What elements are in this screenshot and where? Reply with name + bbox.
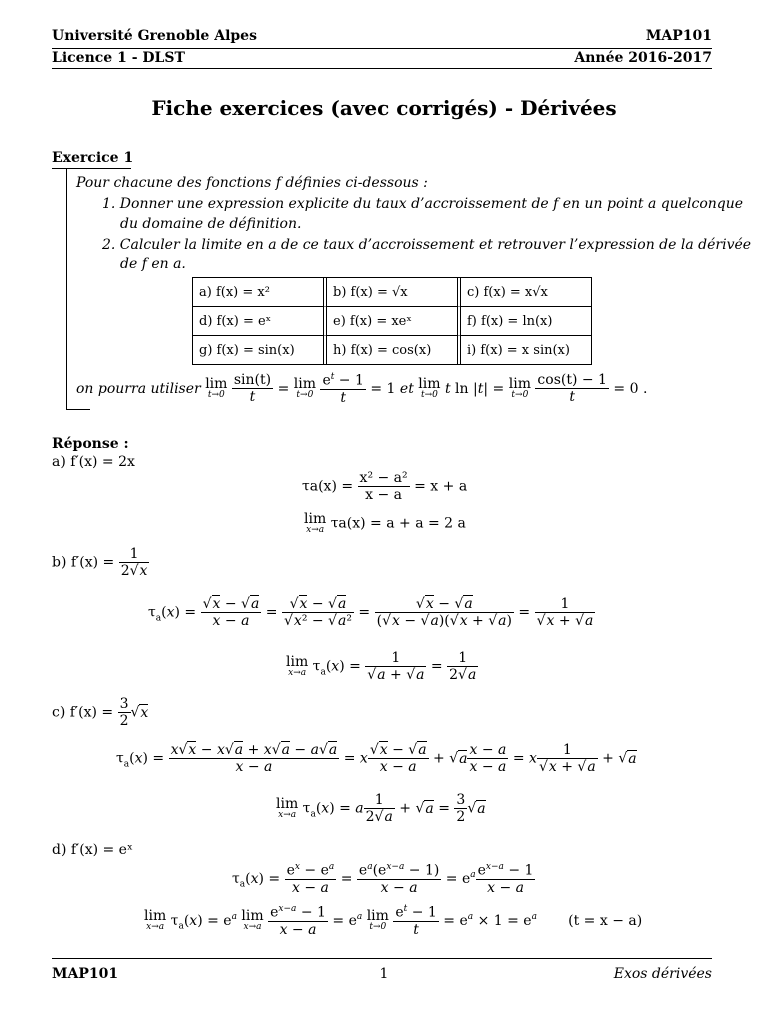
header-row-2 xyxy=(52,50,712,66)
answer-c-limit: lim x→a $\tau_a(x) = a$ $\frac{1}{2√a}$ + √a = $\frac{3}{2}$ √a xyxy=(276,792,486,825)
page-title: Fiche exercices (avec corrigés) - Dérivées xyxy=(151,96,617,120)
footer-topic: Exos dérivées xyxy=(613,966,712,982)
exercise-frame-foot xyxy=(66,409,90,410)
question-1-line-2: du domaine de définition. xyxy=(120,216,302,232)
answer-d-rate: $\tau_a(x)$ = $\frac{e^x - e^a}{x - a}$ = $\frac{e^a(e^{x-a} - 1)}{x - a}$ = $e^a$ $\frac{e^{x-a} - 1}{x - a}$ xyxy=(232,862,534,896)
hint-prefix: on pourra utiliser xyxy=(76,380,201,397)
exercise-underline xyxy=(52,168,131,169)
hint-formula: on pourra utiliser lim t→0 $\frac{\sin(t)}{t}$ = lim t→0 $\frac{e^t - 1}{t}$ = 1 et lim t→0 t ln |t| = lim t→0 $\frac{\cos(t) - 1}{t}$ = 0 . xyxy=(76,372,648,406)
rate-numerator: x² − a² xyxy=(359,470,408,486)
exercise-frame-line xyxy=(66,168,67,410)
header-bottom-rule xyxy=(52,68,712,69)
function-cell: c) f(x) = x√x xyxy=(461,278,591,307)
function-cell: a) f(x) = x² xyxy=(193,278,327,307)
rate-denominator: x − a xyxy=(365,487,403,503)
question-2-line-2: de f en a. xyxy=(120,256,186,272)
header-row-1 xyxy=(52,28,712,44)
footer-course: MAP101 xyxy=(52,966,119,982)
exercise-intro: Pour chacune des fonctions f définies ci-dessous : xyxy=(76,175,428,191)
answer-a-rate xyxy=(302,470,467,503)
page-number: 1 xyxy=(379,966,389,982)
answer-a-label: a) f′(x) = 2x xyxy=(52,454,135,470)
function-cell: b) f(x) = √x xyxy=(327,278,461,307)
program-name: Licence 1 - DLST xyxy=(52,50,185,66)
exercise-title: Exercice 1 xyxy=(52,150,134,166)
university-name: Université Grenoble Alpes xyxy=(52,28,257,44)
answer-b-label: b) f′(x) = $\frac{1}{2√x}$ xyxy=(52,546,148,579)
question-1-line-1: 1. Donner une expression explicite du taux d’accroissement de f en un point a quelconque xyxy=(102,196,744,212)
answer-d-limit: lim x→a $\tau_a(x) = e^a$ lim x→a $\frac{e^{x-a} - 1}{x - a}$ = $e^a$ lim t→0 $\frac{e^t - 1}{t}$ = $e^a \times 1 = e^a$ (t = x − a) xyxy=(144,904,643,938)
answer-heading: Réponse : xyxy=(52,436,129,452)
c-label-text: c) f′(x) = xyxy=(52,704,114,721)
function-cell: f) f(x) = ln(x) xyxy=(461,307,591,336)
answer-d-label: d) f′(x) = eˣ xyxy=(52,842,133,858)
function-cell: h) f(x) = cos(x) xyxy=(327,336,461,364)
function-cell: e) f(x) = xeˣ xyxy=(327,307,461,336)
function-cell: d) f(x) = eˣ xyxy=(193,307,327,336)
answer-c-rate: $\tau_a(x)$ = $\frac{x√x - x√a + x√a - a√a}{x - a}$ = x $\frac{√x - √a}{x - a}$ + √a $\frac{x - a}{x - a}$ = x $\frac{1}{√x + √a}$ + √a xyxy=(116,742,637,775)
table-row xyxy=(193,336,591,364)
rate-lhs: τa(x) = xyxy=(302,478,354,495)
answer-c-label: c) f′(x) = $\frac{3}{2}$ √x xyxy=(52,696,149,729)
table-row xyxy=(193,307,591,336)
function-cell: i) f(x) = x sin(x) xyxy=(467,342,570,358)
b-label-text: b) f′(x) = xyxy=(52,554,115,571)
header-divider xyxy=(52,48,712,49)
question-2-line-1: 2. Calculer la limite en a de ce taux d’accroissement et retrouver l’expression de la dérivée xyxy=(102,237,752,253)
footer-rule xyxy=(52,958,712,959)
substitution-note: (t = x − a) xyxy=(568,912,643,929)
rate-rhs: = x + a xyxy=(414,478,468,495)
answer-a-limit: lim x→a τa(x) = a + a = 2 a xyxy=(304,511,466,535)
limit-rhs: τa(x) = a + a = 2 a xyxy=(330,515,466,532)
answer-b-limit: lim x→a $\tau_a(x)$ = $\frac{1}{√a + √a}$ = $\frac{1}{2√a}$ xyxy=(286,650,477,683)
academic-year: Année 2016-2017 xyxy=(574,50,712,66)
function-cell: g) f(x) = sin(x) xyxy=(193,336,327,364)
table-row xyxy=(193,278,591,307)
answer-b-rate: $\tau_a(x)$ = $\frac{√x - √a}{x - a}$ = $\frac{√x - √a}{\text{√x² − √a²}}$ = $\frac{√x - √a}{(√x - √a)(√x + √a)}$ = $\frac{1}{√x + √a}$ xyxy=(148,596,594,629)
hint-and: et xyxy=(399,380,414,397)
functions-table xyxy=(192,277,592,365)
course-code: MAP101 xyxy=(645,28,712,44)
